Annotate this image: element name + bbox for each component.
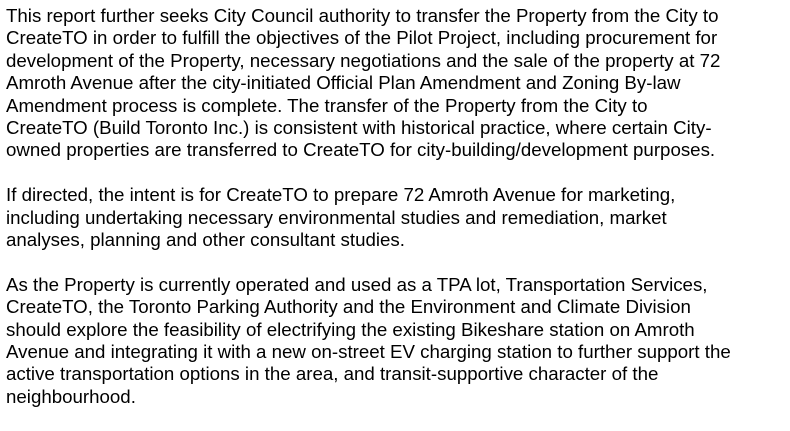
text-line: CreateTO, the Toronto Parking Authority and the Environment and Climate Division — [6, 296, 691, 318]
text-line: If directed, the intent is for CreateTO to prepare 72 Amroth Avenue for marketing, — [6, 184, 676, 206]
text-line: owned properties are transferred to CreateTO for city-building/development purposes. — [6, 139, 716, 161]
text-line: Amendment process is complete. The transfer of the Property from the City to — [6, 94, 648, 116]
text-line: including undertaking necessary environmental studies and remediation, market — [6, 206, 667, 228]
text-line: analyses, planning and other consultant studies. — [6, 229, 405, 251]
paragraph-bikeshare-ev — [6, 274, 790, 408]
text-line: CreateTO in order to fulfill the objectives of the Pilot Project, including procurement for — [6, 27, 718, 49]
paragraph-marketing-intent — [6, 184, 790, 251]
text-line: should explore the feasibility of electrifying the existing Bikeshare station on Amroth — [6, 318, 695, 340]
text-line: active transportation options in the area, and transit-supportive character of the — [6, 363, 659, 385]
text-line: Amroth Avenue after the city-initiated Official Plan Amendment and Zoning By-law — [6, 72, 681, 94]
text-line: development of the Property, necessary negotiations and the sale of the property at 72 — [6, 49, 721, 71]
text-line: CreateTO (Build Toronto Inc.) is consistent with historical practice, where certain City- — [6, 117, 712, 139]
document-page — [6, 5, 790, 431]
paragraph-transfer-authority — [6, 5, 790, 162]
text-line: Avenue and integrating it with a new on-street EV charging station to further support the — [6, 341, 731, 363]
text-line: This report further seeks City Council authority to transfer the Property from the City to — [6, 5, 719, 26]
text-line: As the Property is currently operated and used as a TPA lot, Transportation Services, — [6, 273, 708, 295]
text-line: neighbourhood. — [6, 385, 136, 407]
